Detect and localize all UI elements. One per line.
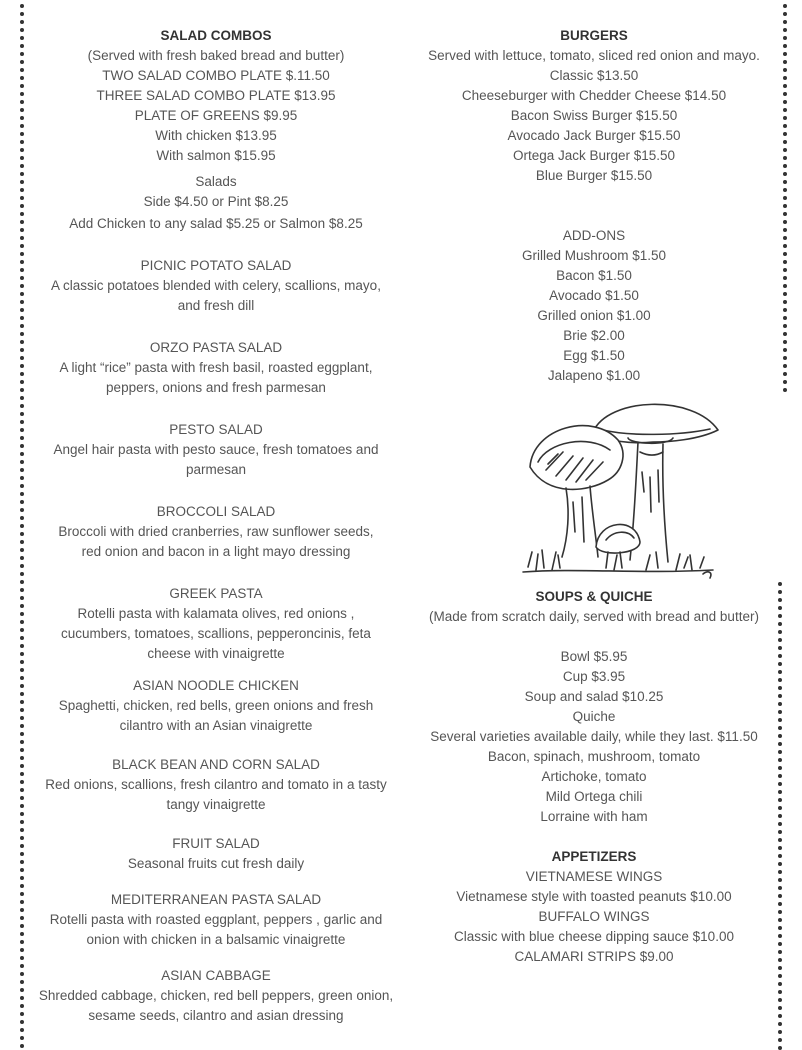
salads-line: Add Chicken to any salad $5.25 or Salmon $8.25: [69, 216, 363, 231]
border-dot: [778, 1022, 782, 1026]
right-column-top: [404, 26, 784, 386]
soups-subtitle: (Made from scratch daily, served with bread and butter): [429, 609, 759, 624]
addons-line: Grilled Mushroom $1.50: [521, 248, 667, 263]
menu-item-name: PICNIC POTATO SALAD: [140, 258, 292, 273]
menu-item: [24, 420, 408, 480]
menu-item-desc: Spaghetti, chicken, red bells, green onions and fresh: [58, 698, 374, 713]
menu-item-desc: Seasonal fruits cut fresh daily: [127, 856, 305, 871]
appetizers-line: VIETNAMESE WINGS: [525, 869, 663, 884]
menu-item-desc: tangy vinaigrette: [166, 797, 266, 812]
appetizers-line: Classic with blue cheese dipping sauce $10.00: [454, 929, 734, 944]
addons-line: Bacon $1.50: [556, 268, 632, 283]
menu-item-desc: Shredded cabbage, chicken, red bell peppers, green onion,: [38, 988, 394, 1003]
menu-item-name: BLACK BEAN AND CORN SALAD: [112, 757, 320, 772]
soups-heading: SOUPS & QUICHE: [535, 589, 653, 604]
menu-item-desc: Rotelli pasta with roasted eggplant, peppers , garlic and: [49, 912, 383, 927]
border-dot: [778, 1030, 782, 1034]
menu-item-name: FRUIT SALAD: [172, 836, 260, 851]
soups-line: Quiche: [572, 709, 616, 724]
border-dot: [778, 998, 782, 1002]
menu-item: [24, 256, 408, 316]
appetizers-heading: APPETIZERS: [551, 849, 637, 864]
border-dot: [783, 12, 787, 16]
burgers-line: Bacon Swiss Burger $15.50: [510, 108, 678, 123]
menu-item-desc: A classic potatoes blended with celery, scallions, mayo,: [51, 278, 381, 293]
addons-line: Avocado $1.50: [549, 288, 639, 303]
menu-item-name: GREEK PASTA: [169, 586, 263, 601]
menu-item: [24, 338, 408, 398]
menu-item-name: BROCCOLI SALAD: [156, 504, 276, 519]
salads-heading: Salads: [195, 174, 237, 189]
border-dot: [20, 20, 24, 24]
salad-combos-heading: SALAD COMBOS: [160, 28, 272, 43]
border-dot: [778, 990, 782, 994]
menu-item-desc: onion with chicken in a balsamic vinaigrette: [86, 932, 346, 947]
appetizers-line: CALAMARI STRIPS $9.00: [514, 949, 674, 964]
border-dot: [778, 1046, 782, 1050]
menu-item-name: ASIAN NOODLE CHICKEN: [133, 678, 299, 693]
salad-combos-line: (Served with fresh baked bread and butter): [87, 48, 345, 63]
border-dot: [20, 1036, 24, 1040]
burgers-heading: BURGERS: [560, 28, 628, 43]
burgers-line: Classic $13.50: [549, 68, 639, 83]
salad-combos-section: [24, 26, 408, 166]
burgers-line: Ortega Jack Burger $15.50: [512, 148, 676, 163]
menu-item: [24, 966, 408, 1026]
border-dot: [778, 1006, 782, 1010]
menu-item: [24, 676, 408, 736]
addons-line: Egg $1.50: [563, 348, 625, 363]
burgers-line: Avocado Jack Burger $15.50: [507, 128, 681, 143]
menu-item-desc: peppers, onions and fresh parmesan: [106, 380, 326, 395]
border-dot: [778, 1014, 782, 1018]
burgers-line: Cheeseburger with Chedder Cheese $14.50: [461, 88, 727, 103]
menu-item-desc: cilantro with an Asian vinaigrette: [119, 718, 313, 733]
border-dot: [783, 20, 787, 24]
menu-item: [24, 755, 408, 815]
mushroom-illustration: [518, 392, 723, 582]
appetizers-line: BUFFALO WINGS: [538, 909, 650, 924]
soups-line: Artichoke, tomato: [541, 769, 647, 784]
border-dot: [778, 1038, 782, 1042]
salad-combos-line: THREE SALAD COMBO PLATE $13.95: [96, 88, 336, 103]
soups-section: [404, 587, 784, 827]
soups-line: Bowl $5.95: [560, 649, 628, 664]
menu-item-name: PESTO SALAD: [169, 422, 263, 437]
border-dot: [778, 582, 782, 586]
soups-line: Lorraine with ham: [540, 809, 648, 824]
border-dot: [778, 974, 782, 978]
menu-item-desc: A light “rice” pasta with fresh basil, roasted eggplant,: [59, 360, 373, 375]
menu-item-desc: cheese with vinaigrette: [147, 646, 285, 661]
soups-line: Several varieties available daily, while they last. $11.50: [430, 729, 758, 744]
menu-item-desc: cucumbers, tomatoes, scallions, pepperoncinis, feta: [61, 626, 371, 641]
menu-item-desc: sesame seeds, cilantro and asian dressing: [88, 1008, 344, 1023]
menu-item-desc: Rotelli pasta with kalamata olives, red onions ,: [77, 606, 355, 621]
border-dot: [778, 982, 782, 986]
menu-item-desc: and fresh dill: [177, 298, 255, 313]
menu-item-name: ORZO PASTA SALAD: [149, 340, 283, 355]
menu-item-desc: Red onions, scallions, fresh cilantro and tomato in a tasty: [45, 777, 387, 792]
border-dot: [783, 388, 787, 392]
salads-line: Side $4.50 or Pint $8.25: [143, 194, 289, 209]
soups-line: Mild Ortega chili: [545, 789, 643, 804]
border-dot: [20, 4, 24, 8]
salads-section: [24, 172, 408, 234]
menu-item: [24, 890, 408, 950]
addons-line: Grilled onion $1.00: [537, 308, 651, 323]
appetizers-line: Vietnamese style with toasted peanuts $10.00: [456, 889, 732, 904]
left-column: [24, 26, 408, 1026]
border-dot: [783, 4, 787, 8]
salad-combos-line: PLATE OF GREENS $9.95: [134, 108, 298, 123]
border-dot: [20, 1044, 24, 1048]
salad-combos-line: With chicken $13.95: [155, 128, 277, 143]
menu-item-desc: parmesan: [185, 462, 247, 477]
menu-item-name: MEDITERRANEAN PASTA SALAD: [110, 892, 322, 907]
border-dot: [20, 1028, 24, 1032]
addons-line: Jalapeno $1.00: [547, 368, 641, 383]
appetizers-section: [404, 847, 784, 967]
right-column-bottom: [404, 587, 784, 967]
salad-combos-line: With salmon $15.95: [156, 148, 276, 163]
soups-line: Soup and salad $10.25: [524, 689, 664, 704]
menu-item: [24, 834, 408, 874]
menu-item-name: ASIAN CABBAGE: [161, 968, 271, 983]
soups-line: Bacon, spinach, mushroom, tomato: [487, 749, 701, 764]
border-dot: [20, 12, 24, 16]
menu-item: [24, 502, 408, 562]
addons-section: [404, 226, 784, 386]
salad-combos-line: TWO SALAD COMBO PLATE $.11.50: [102, 68, 330, 83]
menu-item-desc: Broccoli with dried cranberries, raw sunflower seeds,: [58, 524, 374, 539]
burgers-line: Served with lettuce, tomato, sliced red onion and mayo.: [428, 48, 760, 63]
menu-item-desc: Angel hair pasta with pesto sauce, fresh tomatoes and: [53, 442, 379, 457]
soups-line: Cup $3.95: [562, 669, 626, 684]
burgers-section: [404, 26, 784, 186]
burgers-line: Blue Burger $15.50: [535, 168, 653, 183]
menu-item-desc: red onion and bacon in a light mayo dressing: [81, 544, 351, 559]
addons-line: Brie $2.00: [563, 328, 625, 343]
menu-item: [24, 584, 408, 664]
addons-heading: ADD-ONS: [562, 228, 626, 243]
